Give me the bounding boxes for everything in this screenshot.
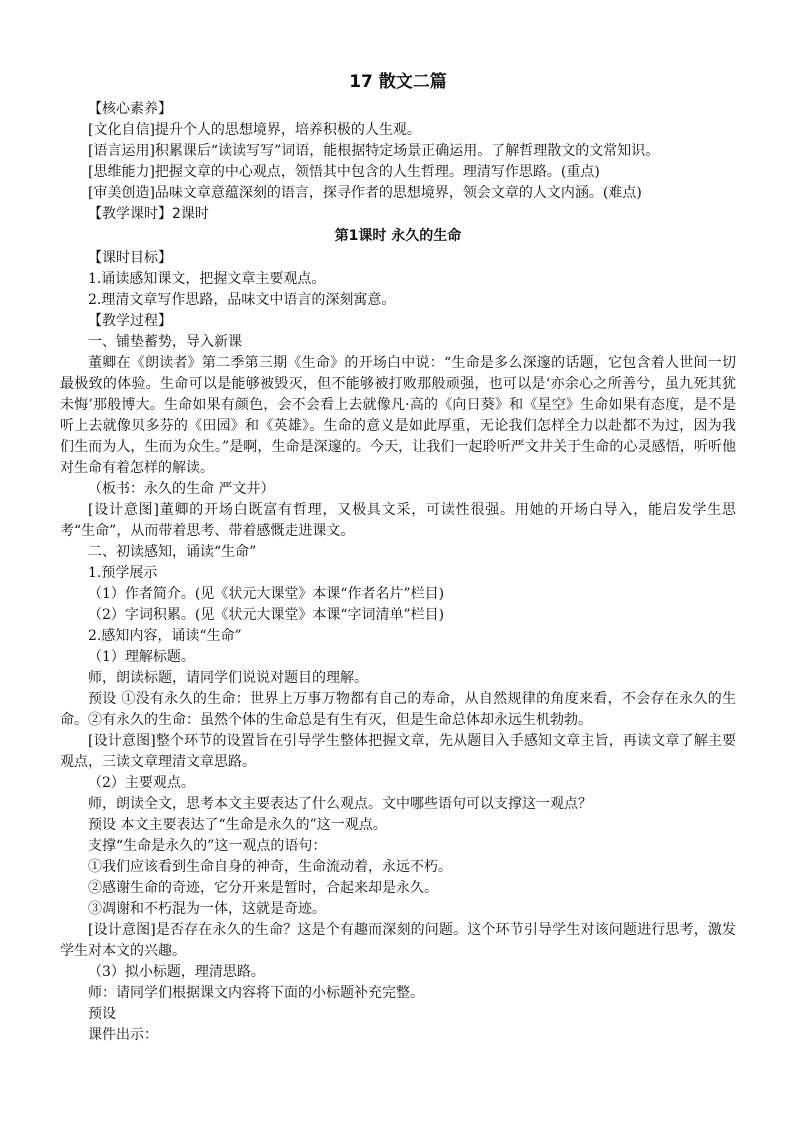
board-note: （板书：永久的生命 严文井） xyxy=(88,481,275,497)
process-heading: 【教学过程】 xyxy=(88,313,172,329)
support-sentence-2: ②感谢生命的奇迹，它分开来是暂时，合起来却是永久。 xyxy=(88,880,438,896)
goal-item-2: 2.理清文章写作思路，品味文中语言的深刻寓意。 xyxy=(88,292,396,308)
design-intent-1: [设计意图]董卿的开场白既富有哲理，又极具文采，可读性很强。用她的开场白导入，能启发学生思考“生命”，从而带着思考、带着感慨走进课文。 xyxy=(60,502,736,539)
slide-label: 课件出示： xyxy=(88,1027,158,1043)
core-item-language: [语言运用]积累课后“读读写写”词语，能根据特定场景正确运用。了解哲理散文的文常知识。 xyxy=(88,143,660,159)
intro-paragraph: 董卿在《朗读者》第二季第三期《生命》的开场白中说：“生命是多么深邃的话题，它包含着人世间一切最极致的体验。生命可以是能够被毁灭，但不能够被打败那般顽强，也可以是‘亦余心之所善兮，虽九死其犹未悔’那般博大。生命如果有颜色，会不会看上去就像凡·高的《向日葵》和《星空》生命如果有态度，是不是听上去就像贝多芬的《田园》和《英雄》。生命的意义是如此厚重，无论我们怎样全力以赴都不为过，因为我们生而为人，生而为众生。”是啊，生命是深邃的。今天，让我们一起聆听严文井关于生命的心灵感悟，听听他对生命有着怎样的解读。 xyxy=(60,355,736,476)
teacher-prompt-3: 师：请同学们根据课文内容将下面的小标题补充完整。 xyxy=(88,985,424,1001)
preset-label: 预设 xyxy=(88,1006,116,1022)
goal-item-1: 1.诵读感知课文，把握文章主要观点。 xyxy=(88,271,326,287)
perceive-title: （1）理解标题。 xyxy=(88,649,195,665)
core-item-aesthetic: [审美创造]品味文章意蕴深刻的语言，探寻作者的思想境界，领会文章的人文内涵。(难点) xyxy=(88,185,642,201)
core-item-culture: [文化自信]提升个人的思想境界，培养积极的人生观。 xyxy=(88,122,421,138)
preview-words: （2）字词积累。(见《状元大课堂》本课“字词清单”栏目) xyxy=(88,607,445,623)
goals-heading: 【课时目标】 xyxy=(88,250,172,266)
support-sentence-1: ①我们应该看到生命自身的神奇，生命流动着，永远不朽。 xyxy=(88,859,452,875)
hours-line: 【教学课时】2课时 xyxy=(88,206,209,222)
design-intent-2: [设计意图]整个环节的设置旨在引导学生整体把握文章，先从题目入手感知文章主旨，再读文章了解主要观点，三读文章理清文章思路。 xyxy=(60,733,736,770)
preset-answer-2: 预设 本文主要表达了“生命是永久的”这一观点。 xyxy=(88,817,387,833)
section-2-heading: 二、初读感知，诵读“生命” xyxy=(88,544,257,560)
support-sentence-3: ③凋谢和不朽混为一体，这就是奇迹。 xyxy=(88,901,326,917)
section-1-heading: 一、铺垫蓄势，导入新课 xyxy=(88,334,242,350)
preview-author: （1）作者简介。(见《状元大课堂》本课“作者名片”栏目) xyxy=(88,586,445,602)
teacher-prompt-1: 师，朗读标题，请同学们说说对题目的理解。 xyxy=(88,670,368,686)
core-item-thinking: [思维能力]把握文章的中心观点，领悟其中包含的人生哲理。理清写作思路。(重点) xyxy=(88,164,600,180)
preview-heading: 1.预学展示 xyxy=(88,565,158,581)
lesson-title: 第1课时 永久的生命 xyxy=(334,228,462,244)
design-intent-3: [设计意图]是否存在永久的生命？这是个有趣而深刻的问题。这个环节引导学生对该问题进行思考，激发学生对本文的兴趣。 xyxy=(60,922,736,959)
support-heading: 支撑“生命是永久的”这一观点的语句： xyxy=(88,838,327,854)
perceive-heading: 2.感知内容，诵读“生命” xyxy=(88,628,242,644)
document-body xyxy=(60,67,736,1046)
document-title: 17 散文二篇 xyxy=(349,72,447,92)
teacher-prompt-2: 师，朗读全文，思考本文主要表达了什么观点。文中哪些语句可以支撑这一观点？ xyxy=(88,796,592,812)
preset-answer-1: 预设 ①没有永久的生命：世界上万事万物都有自己的寿命，从自然规律的角度来看，不会存在永久的生命。②有永久的生命：虽然个体的生命总是有生有灭，但是生命总体却永远生机勃勃。 xyxy=(60,691,736,728)
perceive-subtitles: （3）拟小标题，理清思路。 xyxy=(88,964,265,980)
core-heading: 【核心素养】 xyxy=(88,101,172,117)
perceive-viewpoint: （2）主要观点。 xyxy=(88,775,195,791)
